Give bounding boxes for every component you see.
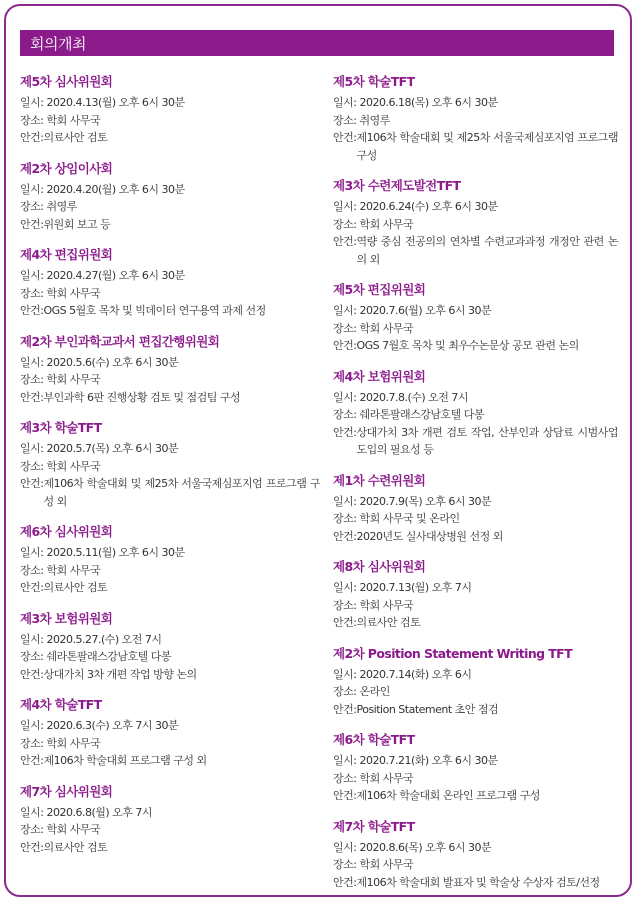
meeting-place-value: 쉐라톤팔래스강남호텔 다봉 (46, 650, 171, 663)
meeting-agenda (333, 424, 618, 459)
meeting-agenda-label: 안건: (333, 789, 357, 802)
meeting-place (20, 562, 320, 580)
meeting-agenda (20, 839, 320, 857)
meeting-entry (333, 559, 618, 632)
meeting-entry (333, 646, 618, 719)
meeting-place-value: 학회 사무국 (46, 373, 101, 386)
meeting-agenda-value: 상대가치 3차 개편 검토 작업, 산부인과 상담료 시범사업 도입의 필요성 등 (356, 425, 618, 456)
section-title: 회의개최 (30, 35, 86, 53)
meeting-agenda-value: 제106차 학술대회 및 제25차 서울국제심포지엄 프로그램 구성 (356, 131, 618, 162)
meeting-agenda-value: OGS 7월호 목차 및 최우수논문상 공모 관련 논의 (356, 339, 579, 352)
meeting-place (20, 458, 320, 476)
meeting-title: 제3차 학술TFT (20, 420, 102, 435)
meeting-entry (333, 282, 618, 355)
meeting-entry (333, 732, 618, 805)
meeting-agenda-label: 안건: (20, 304, 44, 317)
meeting-date-value: 2020.4.27(월) 오후 6시 30분 (46, 269, 185, 282)
meeting-agenda-label: 안건: (20, 131, 44, 144)
meeting-date-value: 2020.6.8(월) 오후 7시 (46, 805, 153, 819)
meeting-date (333, 579, 618, 597)
meeting-agenda-value: 의료사안 검토 (43, 131, 108, 144)
meeting-entry (20, 161, 320, 234)
meeting-date-value: 2020.7.8.(수) 오전 7시 (359, 390, 469, 404)
meeting-agenda-label: 안건: (333, 339, 357, 352)
meeting-place (20, 112, 320, 130)
meeting-entry (20, 420, 320, 510)
meeting-place (333, 320, 618, 338)
meeting-title: 제6차 학술TFT (333, 732, 415, 747)
meeting-agenda (20, 302, 320, 320)
meeting-entry (333, 369, 618, 459)
meeting-agenda-label: 안건: (333, 875, 357, 889)
meeting-entry (20, 524, 320, 597)
meeting-date (20, 631, 320, 649)
meeting-title: 제4차 편집위원회 (20, 247, 113, 262)
meeting-date-value: 2020.4.13(월) 오후 6시 30분 (46, 96, 185, 109)
meeting-agenda (333, 701, 618, 719)
meeting-place-value: 학회 사무국 (359, 771, 414, 785)
meeting-date (333, 302, 618, 320)
meeting-agenda-label: 안건: (333, 131, 357, 144)
meeting-place-label: 장소: (333, 113, 360, 127)
meeting-agenda-label: 안건: (333, 235, 357, 248)
meeting-title: 제5차 학술TFT (333, 74, 415, 89)
meeting-agenda-value: 제106차 학술대회 및 제25차 서울국제심포지엄 프로그램 구성 외 (43, 477, 320, 508)
meeting-entry (333, 178, 618, 268)
meeting-date-label: 일시: (333, 390, 360, 404)
meeting-agenda-value: Position Statement 초안 점검 (356, 702, 499, 716)
meeting-place-label: 장소: (333, 408, 360, 421)
meeting-place (20, 198, 320, 216)
meeting-place-value: 쉐라톤팔래스강남호텔 다봉 (359, 408, 484, 421)
meeting-date (20, 267, 320, 285)
meeting-place-value: 학회 사무국 (359, 858, 414, 871)
meeting-date-label: 일시: (333, 200, 360, 213)
meeting-title: 제2차 Position Statement Writing TFT (333, 645, 573, 661)
meeting-title: 제2차 상임이사회 (20, 160, 113, 176)
meeting-date (333, 666, 618, 684)
meeting-place-label: 장소: (20, 563, 47, 577)
meeting-date (333, 389, 618, 407)
meeting-agenda-label: 안건: (20, 390, 44, 404)
meeting-date-value: 2020.7.9(목) 오후 6시 30분 (359, 494, 492, 508)
meeting-agenda-value: 제106차 학술대회 프로그램 구성 외 (43, 754, 207, 767)
meeting-agenda-label: 안건: (20, 217, 44, 231)
meeting-place-label: 장소: (333, 771, 360, 785)
meeting-agenda (20, 666, 320, 684)
meeting-date (20, 804, 320, 822)
meeting-title: 제3차 수련제도발전TFT (333, 178, 461, 193)
meeting-date-label: 일시: (20, 546, 47, 559)
meeting-date-label: 일시: (333, 494, 360, 508)
meeting-place (20, 648, 320, 666)
meeting-place (333, 856, 618, 874)
meeting-title: 제8차 심사위원회 (333, 559, 426, 574)
meeting-agenda-value: OGS 5월호 목차 및 빅데이터 연구용역 과제 선정 (43, 304, 266, 317)
meeting-date-value: 2020.5.6(수) 오후 6시 30분 (46, 355, 179, 369)
meeting-place-value: 온라인 (359, 685, 390, 698)
meeting-entry (20, 334, 320, 407)
meeting-date-label: 일시: (20, 719, 47, 732)
meeting-agenda-value: 의료사안 검토 (356, 616, 421, 629)
meeting-title: 제1차 수련위원회 (333, 472, 426, 488)
meeting-agenda (20, 216, 320, 234)
meeting-date (333, 752, 618, 770)
meeting-place-label: 장소: (333, 858, 360, 871)
meeting-agenda (333, 528, 618, 546)
meeting-date-value: 2020.6.18(목) 오후 6시 30분 (359, 96, 498, 109)
meeting-date-value: 2020.6.24(수) 오후 6시 30분 (359, 200, 498, 213)
meeting-date-label: 일시: (20, 355, 47, 369)
meeting-place-label: 장소: (333, 598, 360, 612)
meeting-place-value: 학회 사무국 (46, 459, 101, 473)
meeting-place (20, 285, 320, 303)
meeting-agenda (20, 579, 320, 597)
meeting-date-value: 2020.8.6(목) 오후 6시 30분 (359, 840, 492, 854)
meeting-agenda (333, 787, 618, 805)
meeting-place-value: 학회 사무국 (46, 286, 101, 300)
meeting-place (333, 216, 618, 234)
meeting-place-value: 학회 사무국 (46, 563, 101, 577)
meeting-agenda-label: 안건: (333, 529, 357, 543)
meeting-place (333, 112, 618, 130)
meeting-entry (333, 473, 618, 546)
meeting-agenda-label: 안건: (333, 702, 357, 716)
meeting-place (333, 597, 618, 615)
meeting-place (20, 371, 320, 389)
meeting-date-label: 일시: (333, 581, 360, 594)
meeting-date-value: 2020.7.6(월) 오후 6시 30분 (359, 304, 492, 317)
meeting-title: 제6차 심사위원회 (20, 524, 113, 539)
meeting-date (20, 440, 320, 458)
meeting-place-value: 학회 사무국 (46, 736, 101, 750)
meeting-place-value: 학회 사무국 (359, 217, 414, 231)
meeting-entry (20, 247, 320, 320)
meeting-agenda-value: 역량 중심 전공의의 연차별 수련교과과정 개정안 관련 논의 외 (356, 235, 618, 266)
meeting-agenda-value: 제106차 학술대회 발표자 및 학술상 수상자 검토/선정 (356, 875, 600, 889)
meeting-title: 제4차 학술TFT (20, 697, 102, 712)
meeting-agenda-value: 제106차 학술대회 온라인 프로그램 구성 (356, 789, 540, 802)
meeting-entry (20, 784, 320, 857)
meeting-place (20, 821, 320, 839)
meeting-date-value: 2020.4.20(월) 오후 6시 30분 (46, 182, 185, 196)
meeting-date-label: 일시: (20, 805, 47, 819)
meeting-date-label: 일시: (333, 754, 360, 767)
meeting-agenda-label: 안건: (20, 840, 44, 854)
meeting-place-value: 학회 사무국 (359, 598, 414, 612)
meeting-date-value: 2020.5.27.(수) 오전 7시 (46, 632, 162, 646)
meeting-date (20, 181, 320, 199)
meeting-place-label: 장소: (20, 459, 47, 473)
meeting-place-label: 장소: (20, 823, 47, 836)
meeting-place-label: 장소: (20, 650, 47, 663)
meeting-date-label: 일시: (333, 840, 360, 854)
meeting-date-label: 일시: (20, 182, 47, 196)
meeting-date-label: 일시: (20, 96, 47, 109)
meeting-title: 제3차 보험위원회 (20, 610, 113, 626)
meeting-agenda-label: 안건: (333, 616, 357, 629)
meeting-agenda (333, 614, 618, 632)
meeting-place-value: 학회 사무국 (46, 113, 101, 127)
meeting-date-label: 일시: (333, 96, 360, 109)
meeting-date-label: 일시: (333, 667, 360, 681)
right-column (333, 74, 618, 905)
meeting-agenda (333, 129, 618, 164)
meeting-date-label: 일시: (20, 442, 47, 455)
left-column (20, 74, 320, 870)
meeting-date-value: 2020.5.7(목) 오후 6시 30분 (46, 442, 179, 455)
meeting-title: 제4차 보험위원회 (333, 368, 426, 384)
meeting-date-value: 2020.7.21(화) 오후 6시 30분 (359, 754, 498, 767)
meeting-agenda (20, 129, 320, 147)
meeting-title: 제5차 편집위원회 (333, 282, 426, 297)
meeting-place-label: 장소: (20, 736, 47, 750)
meeting-entry (333, 74, 618, 164)
meeting-entry (333, 819, 618, 892)
meeting-agenda-value: 부인과학 6판 진행상황 검토 및 점검팀 구성 (43, 390, 241, 404)
meeting-title: 제2차 부인과학교과서 편집간행위원회 (20, 333, 220, 349)
meeting-agenda-value: 위원회 보고 등 (43, 217, 111, 231)
meeting-place-value: 취영루 (46, 200, 77, 213)
meeting-title: 제7차 학술TFT (333, 818, 415, 834)
meeting-date (333, 94, 618, 112)
meeting-place (333, 406, 618, 424)
meeting-place (333, 510, 618, 528)
meeting-place-value: 학회 사무국 (359, 321, 414, 335)
meeting-date-value: 2020.7.13(월) 오후 7시 (359, 581, 472, 594)
meeting-agenda-value: 2020년도 실사대상병원 선정 외 (356, 529, 503, 543)
meeting-place-label: 장소: (20, 200, 47, 213)
meeting-entry (20, 611, 320, 684)
meeting-agenda-value: 의료사안 검토 (43, 840, 108, 854)
meeting-date-value: 2020.6.3(수) 오후 7시 30분 (46, 719, 179, 732)
meeting-date (20, 354, 320, 372)
meeting-place-label: 장소: (333, 685, 360, 698)
meeting-place-label: 장소: (333, 321, 360, 335)
meeting-place (333, 770, 618, 788)
meeting-place-label: 장소: (333, 217, 360, 231)
meeting-agenda (20, 752, 320, 770)
meeting-title: 제7차 심사위원회 (20, 783, 113, 799)
meeting-place-label: 장소: (20, 373, 47, 386)
meeting-date (333, 198, 618, 216)
meeting-place (333, 683, 618, 701)
meeting-date (20, 94, 320, 112)
meeting-date-label: 일시: (20, 632, 47, 646)
meeting-agenda (333, 874, 618, 892)
meeting-agenda (333, 337, 618, 355)
meeting-agenda-label: 안건: (20, 477, 44, 490)
meeting-place-value: 학회 사무국 및 온라인 (359, 512, 460, 525)
meeting-place (20, 735, 320, 753)
meeting-place-label: 장소: (333, 512, 360, 525)
meeting-agenda-label: 안건: (20, 667, 44, 681)
meeting-date-label: 일시: (333, 304, 360, 317)
meeting-place-value: 학회 사무국 (46, 823, 101, 836)
meeting-date (333, 839, 618, 857)
meeting-place-value: 취영루 (359, 113, 390, 127)
meeting-agenda-label: 안건: (20, 754, 44, 767)
meeting-date-value: 2020.5.11(월) 오후 6시 30분 (46, 546, 185, 559)
meeting-place-label: 장소: (20, 286, 47, 300)
meeting-date-value: 2020.7.14(화) 오후 6시 (359, 667, 472, 681)
meeting-place-label: 장소: (20, 113, 47, 127)
meeting-entry (20, 697, 320, 770)
meeting-agenda (333, 233, 618, 268)
meeting-entry (20, 74, 320, 147)
meeting-date (20, 544, 320, 562)
section-header (20, 30, 614, 56)
meeting-agenda (20, 475, 320, 510)
meeting-agenda-label: 안건: (20, 581, 44, 594)
meeting-date-label: 일시: (20, 269, 47, 282)
meeting-title: 제5차 심사위원회 (20, 74, 113, 89)
meeting-agenda-label: 안건: (333, 425, 357, 439)
meeting-agenda-value: 상대가치 3차 개편 작업 방향 논의 (43, 667, 197, 681)
meeting-agenda (20, 389, 320, 407)
meeting-date (20, 717, 320, 735)
meeting-agenda-value: 의료사안 검토 (43, 581, 108, 594)
meeting-date (333, 493, 618, 511)
